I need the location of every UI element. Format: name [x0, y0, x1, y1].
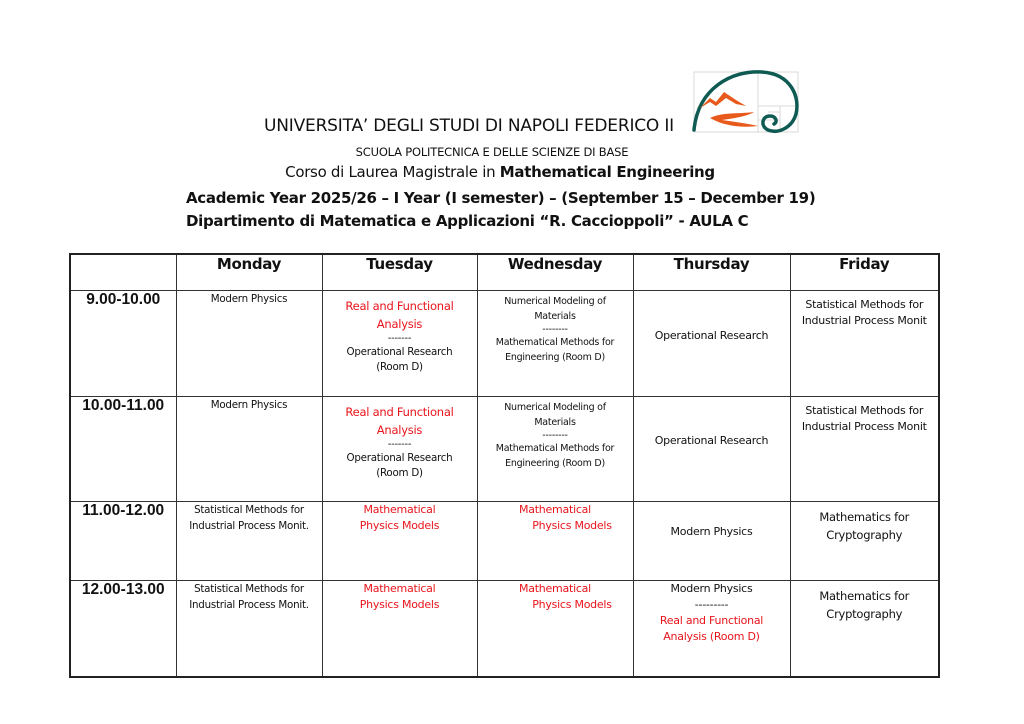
day-header-monday: Monday: [176, 254, 322, 291]
cell-friday: [790, 291, 939, 397]
table-row: [70, 397, 939, 502]
course-line: Modern Physics: [210, 293, 288, 305]
cell-thursday: [633, 397, 790, 502]
cell-tuesday: [322, 291, 477, 397]
time-slot: 10.00-11.00: [70, 397, 176, 502]
course-line: Statistical Methods for: [805, 298, 924, 311]
course-line: Engineering (Room D): [505, 351, 605, 363]
table-row: [70, 291, 939, 397]
course-line: Statistical Methods for: [194, 504, 304, 516]
cell-tuesday: [322, 502, 477, 581]
cell-friday: [790, 502, 939, 581]
table-row: [70, 581, 939, 678]
cell-thursday: [633, 581, 790, 678]
cell-tuesday: [322, 397, 477, 502]
course-line: Industrial Process Monit.: [189, 520, 309, 532]
course-line: Mathematics for: [819, 510, 910, 524]
course-line: Statistical Methods for: [194, 583, 304, 595]
cell-monday: [176, 502, 322, 581]
day-header-wednesday: Wednesday: [477, 254, 633, 291]
academic-year: Academic Year 2025/26 – I Year (I semester) – (September 15 – December 19): [186, 189, 816, 207]
cell-thursday: [633, 502, 790, 581]
course-name: Mathematical Engineering: [499, 163, 715, 181]
separator: -------: [387, 439, 412, 450]
separator: -------: [387, 333, 412, 344]
university-name: UNIVERSITA’ DEGLI STUDI DI NAPOLI FEDERICO II: [264, 116, 674, 136]
course-line-red: Real and Functional: [659, 614, 764, 627]
timetable: [69, 253, 940, 678]
cell-friday: [790, 397, 939, 502]
school-name: SCUOLA POLITECNICA E DELLE SCIENZE DI BASE: [355, 145, 629, 159]
separator: ---------: [694, 598, 729, 611]
separator: --------: [542, 430, 568, 441]
cell-friday: [790, 581, 939, 678]
course-line-red: Mathematical: [363, 582, 436, 595]
course-line: Industrial Process Monit.: [189, 599, 309, 611]
day-header-friday: Friday: [790, 254, 939, 291]
course-line: Mathematical Methods for: [495, 443, 615, 454]
timetable-header-row: [70, 254, 939, 291]
course-line: Operational Research: [654, 328, 769, 342]
course-line: Operational Research: [346, 452, 453, 464]
course-line: Engineering (Room D): [505, 457, 605, 469]
course-line: Modern Physics: [670, 582, 753, 595]
course-line: Industrial Process Monit: [801, 420, 927, 433]
time-slot: 11.00-12.00: [70, 502, 176, 581]
course-line-red: Analysis (Room D): [663, 630, 760, 643]
department: Dipartimento di Matematica e Applicazioni “R. Caccioppoli” - AULA C: [186, 212, 749, 230]
course-line: Numerical Modeling of: [504, 296, 606, 307]
course-line: Industrial Process Monit: [801, 314, 927, 327]
course-line: Mathematics for: [819, 589, 910, 603]
table-row: [70, 502, 939, 581]
course-line: Materials: [534, 416, 576, 428]
course-line: Operational Research: [654, 434, 769, 447]
course-line: Numerical Modeling of: [504, 402, 606, 413]
course-line-red: Analysis: [376, 317, 423, 331]
cell-wednesday: [477, 397, 633, 502]
separator: --------: [542, 324, 568, 335]
course-line: (Room D): [376, 361, 423, 373]
course-line-red: Physics Models: [359, 598, 440, 611]
cell-monday: [176, 397, 322, 502]
course-title: [0, 163, 1000, 181]
time-slot: 12.00-13.00: [70, 581, 176, 678]
cell-monday: [176, 291, 322, 397]
time-slot: 9.00-10.00: [70, 291, 176, 397]
day-header-thursday: Thursday: [633, 254, 790, 291]
day-header-tuesday: Tuesday: [322, 254, 477, 291]
course-line: Operational Research: [346, 346, 453, 358]
course-line: (Room D): [376, 467, 423, 479]
cell-thursday: [633, 291, 790, 397]
cell-tuesday: [322, 581, 477, 678]
course-prefix: Corso di Laurea Magistrale in: [285, 163, 500, 181]
course-line: Materials: [534, 310, 576, 322]
cell-monday: [176, 581, 322, 678]
course-line-red: Physics Models: [532, 519, 612, 532]
course-line-red: Real and Functional: [345, 405, 454, 419]
course-line-red: Physics Models: [359, 519, 440, 532]
course-line-red: Mathematical: [519, 503, 591, 516]
cell-wednesday: [477, 581, 633, 678]
course-line-red: Mathematical: [363, 503, 436, 516]
cell-wednesday: [477, 291, 633, 397]
cell-wednesday: [477, 502, 633, 581]
course-line-red: Physics Models: [532, 598, 612, 611]
course-line: Modern Physics: [670, 525, 753, 538]
course-line: Cryptography: [826, 607, 903, 621]
course-line: Mathematical Methods for: [495, 337, 615, 348]
course-line-red: Analysis: [376, 423, 423, 437]
course-line-red: Mathematical: [519, 582, 591, 595]
course-line-red: Real and Functional: [345, 299, 454, 313]
corner-cell: [70, 254, 176, 291]
course-line: Statistical Methods for: [805, 404, 924, 417]
course-line: Modern Physics: [210, 399, 288, 411]
course-line: Cryptography: [826, 528, 903, 542]
